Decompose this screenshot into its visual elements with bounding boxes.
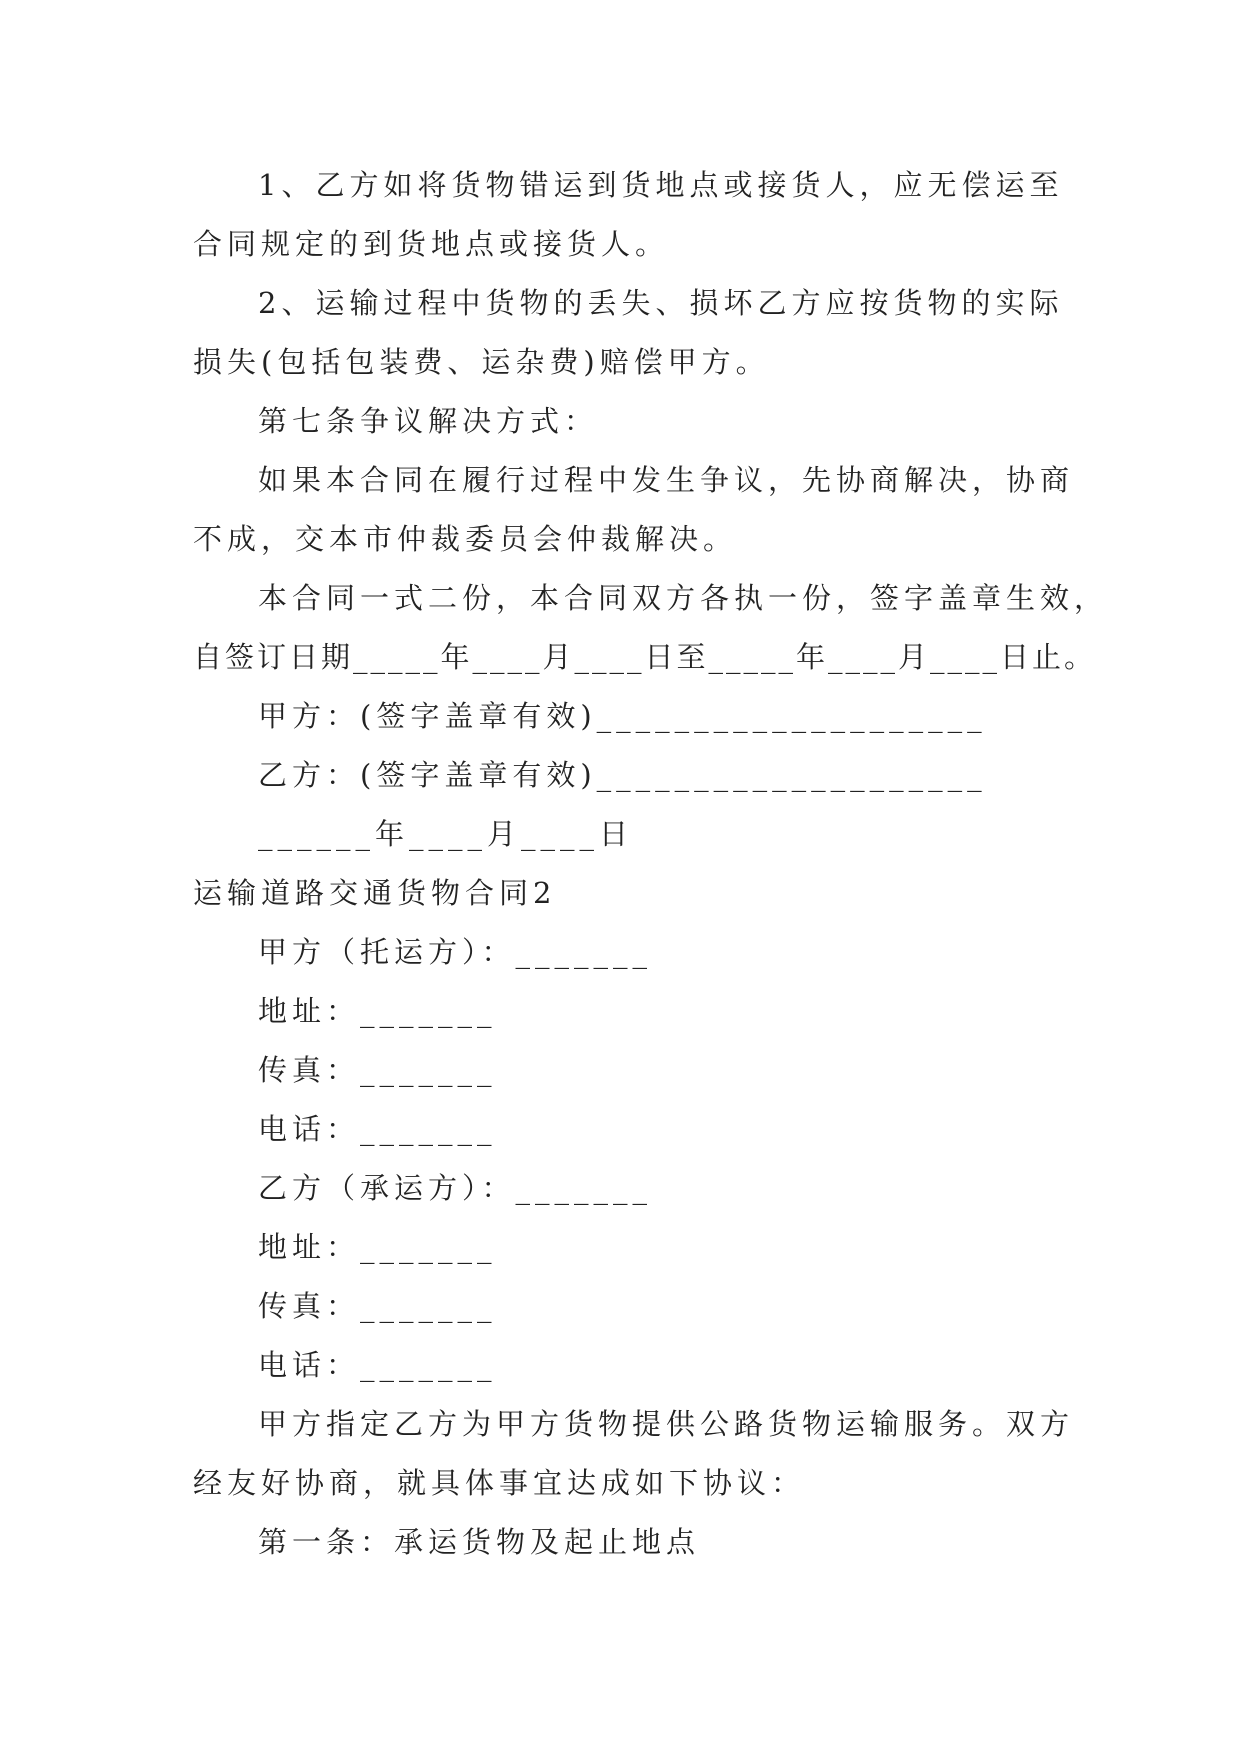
article-7-heading: 第七条争议解决方式： [258, 404, 599, 438]
signature-date-line: ______年____月____日 [258, 817, 634, 851]
party-a-address-line: 地址：_______ [258, 994, 497, 1028]
contract-2-title: 运输道路交通货物合同2 [193, 876, 557, 910]
clause-2-line-2: 损失(包括包装费、运杂费)赔偿甲方。 [193, 345, 770, 379]
party-a-phone-line: 电话：_______ [258, 1112, 497, 1146]
party-b-fax-line: 传真：_______ [258, 1289, 497, 1323]
dispute-paragraph-line-1: 如果本合同在履行过程中发生争议，先协商解决，协商 [258, 463, 1075, 497]
party-b-phone-line: 电话：_______ [258, 1348, 497, 1382]
agreement-paragraph-line-1: 甲方指定乙方为甲方货物提供公路货物运输服务。双方 [258, 1407, 1075, 1441]
party-b-signature-line: 乙方：(签字盖章有效)____________________ [258, 758, 987, 792]
agreement-paragraph-line-2: 经友好协商，就具体事宜达成如下协议： [193, 1466, 806, 1500]
article-1-heading: 第一条：承运货物及起止地点 [258, 1525, 701, 1559]
party-b-carrier-line: 乙方（承运方）：_______ [258, 1171, 653, 1205]
party-b-address-line: 地址：_______ [258, 1230, 497, 1264]
clause-2-line-1: 2、运输过程中货物的丢失、损坏乙方应按货物的实际 [258, 286, 1064, 320]
party-a-signature-line: 甲方：(签字盖章有效)____________________ [258, 699, 987, 733]
party-a-fax-line: 传真：_______ [258, 1053, 497, 1087]
party-a-shipper-line: 甲方（托运方）：_______ [258, 935, 653, 969]
copies-paragraph-line-1: 本合同一式二份，本合同双方各执一份，签字盖章生效， [258, 581, 1109, 615]
copies-paragraph-line-2: 自签订日期_____年____月____日至_____年____月____日止。 [193, 640, 1097, 674]
dispute-paragraph-line-2: 不成，交本市仲裁委员会仲裁解决。 [193, 522, 738, 556]
clause-1-line-2: 合同规定的到货地点或接货人。 [193, 227, 670, 261]
clause-1-line-1: 1、乙方如将货物错运到货地点或接货人，应无偿运至 [258, 168, 1064, 202]
